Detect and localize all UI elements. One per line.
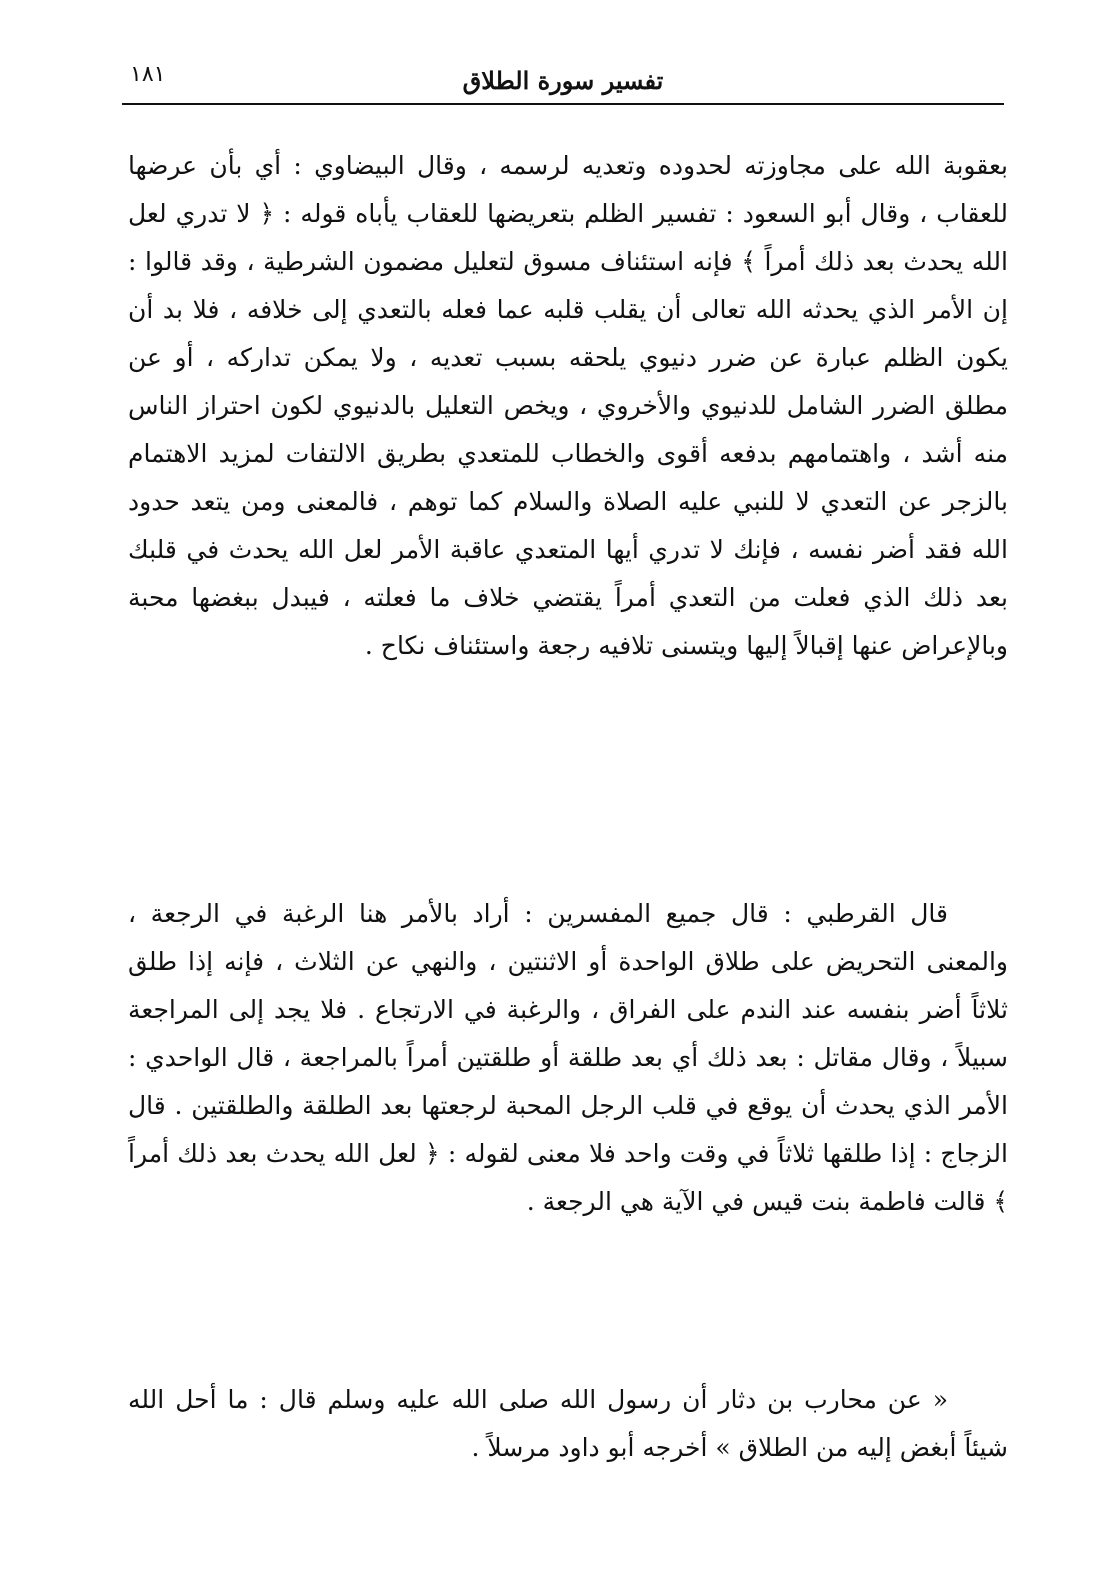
body-paragraph-2: قال القرطبي : قال جميع المفسرين : أراد بالأمر هنا الرغبة في الرجعة ، والمعنى التحريض على طلاق الواحدة أو الاثنتين ، والنهي عن الثلاث ، فإنه إذا طلق ثلاثاً أضر بنفسه عند الندم على الفراق ، والرغبة في الارتجاع . فلا يجد إلى المراجعة سبيلاً ، وقال مقاتل : بعد ذلك أي بعد طلقة أو طلقتين أمراً بالمراجعة ، قال الواحدي : الأمر الذي يحدث أن يوقع في قلب الرجل المحبة لرجعتها بعد الطلقة والطلقتين . قال الزجاج : إذا طلقها ثلاثاً في وقت واحد فلا معنى لقوله : ﴿ لعل الله يحدث بعد ذلك أمراً ﴾ قالت فاطمة بنت قيس في الآية هي الرجعة .: [128, 899, 1008, 1216]
page-number: ١٨١: [130, 62, 166, 87]
body-paragraph-1: بعقوبة الله على مجاوزته لحدوده وتعديه لرسمه ، وقال البيضاوي : أي بأن عرضها للعقاب ، وقال أبو السعود : تفسير الظلم بتعريضها للعقاب يأباه قوله : ﴿ لا تدري لعل الله يحدث بعد ذلك أمراً ﴾ فإنه استئناف مسوق لتعليل مضمون الشرطية ، وقد قالوا : إن الأمر الذي يحدثه الله تعالى أن يقلب قلبه عما فعله بالتعدي إلى خلافه ، فلا بد أن يكون الظلم عبارة عن ضرر دنيوي يلحقه بسبب تعديه ، ولا يمكن تداركه ، أو عن مطلق الضرر الشامل للدنيوي والأخروي ، ويخص التعليل بالدنيوي لكون احتراز الناس منه أشد ، واهتمامهم بدفعه أقوى والخطاب للمتعدي بطريق الالتفات لمزيد الاهتمام بالزجر عن التعدي لا للنبي عليه الصلاة والسلام كما توهم ، فالمعنى ومن يتعد حدود الله فقد أضر نفسه ، فإنك لا تدري أيها المتعدي عاقبة الأمر لعل الله يحدث في قلبك بعد ذلك الذي فعلت من التعدي أمراً يقتضي خلاف ما فعلته ، فيبدل ببغضها محبة وبالإعراض عنها إقبالاً إليها ويتسنى تلافيه رجعة واستئناف نكاح .: [128, 151, 1008, 660]
running-header: [122, 60, 1004, 104]
running-title: تفسير سورة الطلاق: [462, 66, 664, 95]
header-divider: [122, 103, 1004, 105]
body-paragraph-3: « عن محارب بن دثار أن رسول الله صلى الله عليه وسلم قال : ما أحل الله شيئاً أبغض إليه من الطلاق » أخرجه أبو داود مرسلاً .: [128, 1385, 1008, 1462]
